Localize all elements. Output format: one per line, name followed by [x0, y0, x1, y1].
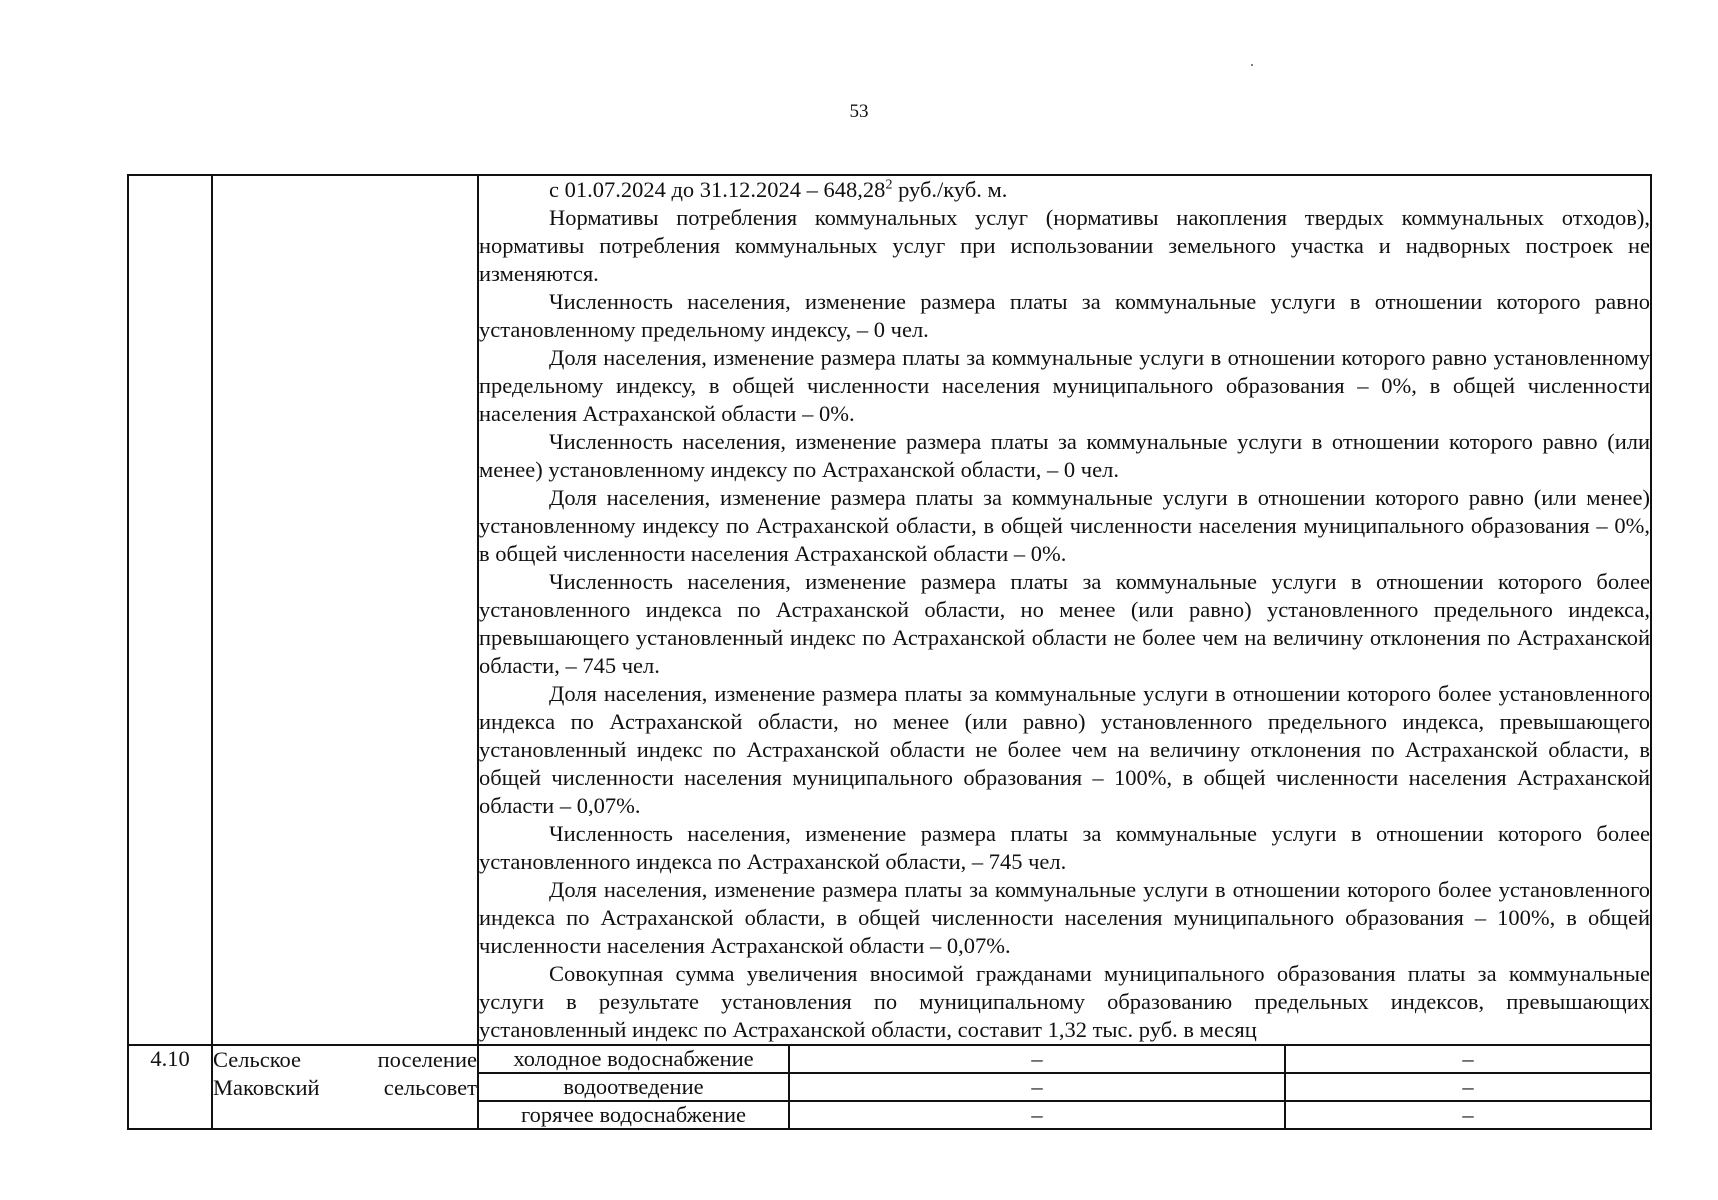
- tariff-line-text: с 01.07.2024 до 31.12.2024 – 648,28: [549, 177, 886, 202]
- continuation-text-cell: [478, 175, 1651, 1045]
- service-value-2: –: [1285, 1073, 1651, 1101]
- service-value-1: –: [789, 1101, 1285, 1129]
- tariff-line: [479, 176, 1650, 204]
- paragraph-share-within-deviation: Доля населения, изменение размера платы за коммунальные услуги в отношении которого более установленного индекса по Астраханской области, но менее (или равно) установленного предельного индекса, превышающего установленный индекс по Астраханской области не более чем на величину отклонения по Астраханской области, в общей численности населения муниципального образования – 100%, в общей численности населения Астраханской области – 0,07%.: [479, 681, 1651, 818]
- table-row-continuation: [128, 175, 1651, 1045]
- service-value-2: –: [1285, 1045, 1651, 1073]
- service-name: горячее водоснабжение: [478, 1101, 789, 1129]
- table-row-service-cold-water: [128, 1045, 1651, 1073]
- paragraph-count-equal-or-less-index: Численность населения, изменение размера платы за коммунальные услуги в отношении которого равно (или менее) установленному индексу по Астраханской области, – 0 чел.: [479, 429, 1651, 482]
- page-number: 53: [849, 101, 869, 122]
- scan-speck: [1251, 64, 1253, 66]
- paragraph-share-equal-limit: Доля населения, изменение размера платы за коммунальные услуги в отношении которого равно установленному предельному индексу, в общей численности населения муниципального образования – 0%, в общей численности населения Астраханской области – 0%.: [479, 345, 1651, 426]
- paragraph-count-above-index: Численность населения, изменение размера платы за коммунальные услуги в отношении которого более установленного индекса по Астраханской области, – 745 чел.: [479, 821, 1651, 874]
- data-table: [127, 174, 1652, 1130]
- paragraph-count-equal-limit: Численность населения, изменение размера платы за коммунальные услуги в отношении которого равно установленному предельному индексу, – 0 чел.: [479, 289, 1651, 342]
- footnote-ref: 2: [885, 177, 893, 193]
- row-number: 4.10: [128, 1045, 212, 1129]
- service-name: холодное водоснабжение: [478, 1045, 789, 1073]
- service-value-1: –: [789, 1073, 1285, 1101]
- paragraph-share-above-index: Доля населения, изменение размера платы за коммунальные услуги в отношении которого более установленного индекса по Астраханской области, в общей численности населения муниципального образования – 100%, в общей численности населения Астраханской области – 0,07%.: [479, 877, 1651, 958]
- paragraph-share-equal-or-less-index: Доля населения, изменение размера платы за коммунальные услуги в отношении которого равно (или менее) установленному индексу по Астраханской области, в общей численности населения муниципального образования – 0%, в общей численности населения Астраханской области – 0%.: [479, 485, 1651, 566]
- cell-number-empty: [128, 175, 212, 1045]
- cell-name-empty: [212, 175, 478, 1045]
- settlement-name-line1: Сельское поселение: [213, 1047, 477, 1072]
- paragraph-norms: Нормативы потребления коммунальных услуг (нормативы накопления твердых коммунальных отходов), нормативы потребления коммунальных услуг при использовании земельного участка и надворных построек не изменяются.: [479, 205, 1651, 286]
- paragraph-total-increase: Совокупная сумма увеличения вносимой гражданами муниципального образования платы за коммунальные услуги в результате установления по муниципальному образованию предельных индексов, превышающих установленный индекс по Астраханской области, составит 1,32 тыс. руб. в месяц: [479, 961, 1651, 1042]
- paragraph-count-within-deviation: Численность населения, изменение размера платы за коммунальные услуги в отношении которого более установленного индекса по Астраханской области, но менее (или равно) установленного предельного индекса, превышающего установленный индекс по Астраханской области не более чем на величину отклонения по Астраханской области, – 745 чел.: [479, 569, 1651, 678]
- service-name: водоотведение: [478, 1073, 789, 1101]
- tariff-line-unit: руб./куб. м.: [892, 177, 1008, 202]
- settlement-name: [212, 1045, 478, 1129]
- settlement-name-line2: Маковский сельсовет: [213, 1075, 477, 1100]
- service-value-2: –: [1285, 1101, 1651, 1129]
- service-value-1: –: [789, 1045, 1285, 1073]
